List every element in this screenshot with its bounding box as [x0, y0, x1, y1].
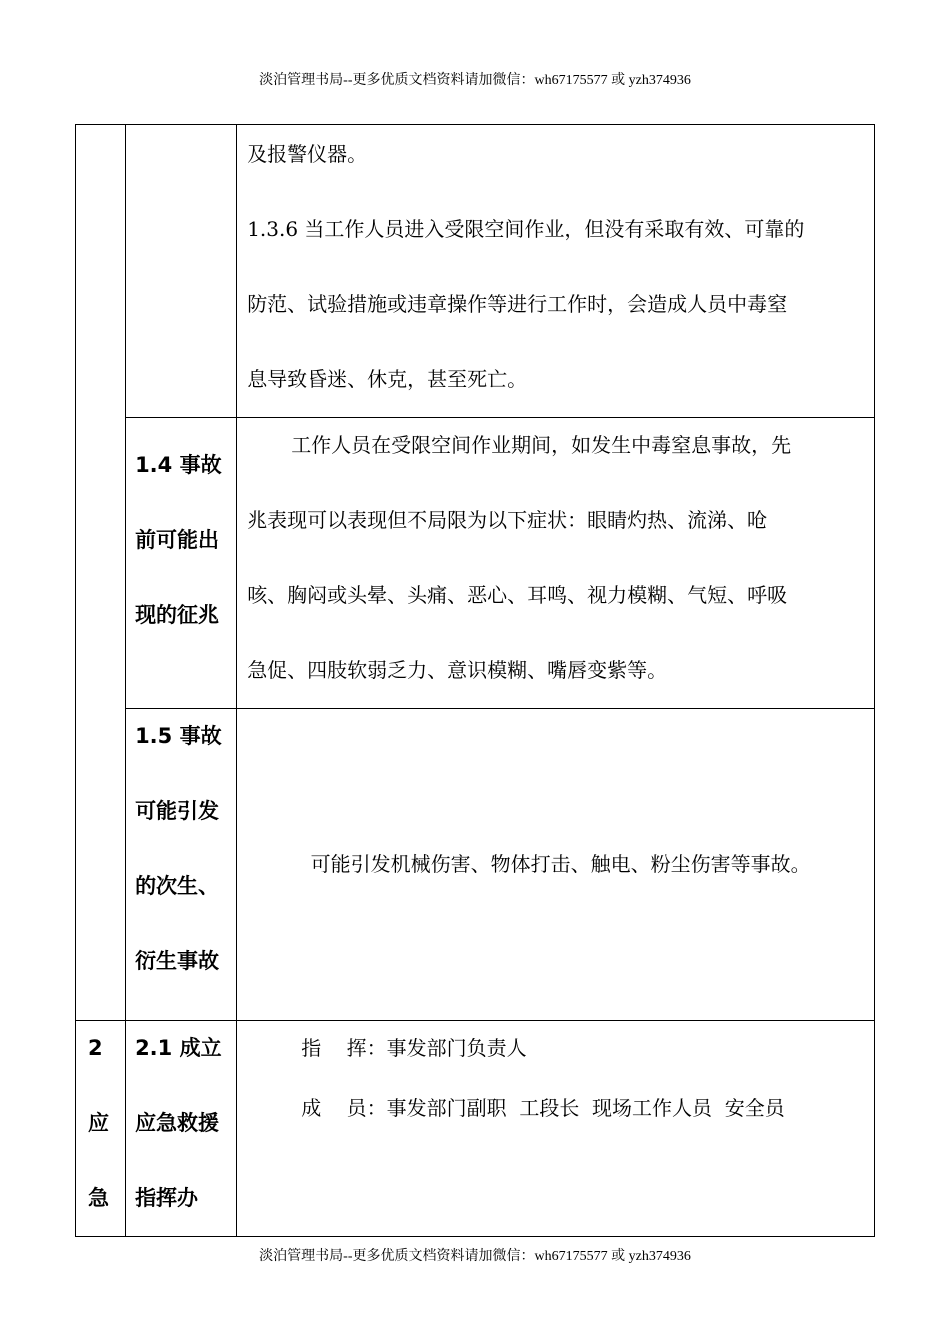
label-line: 1.4 事故: [135, 453, 222, 477]
row-label: [126, 709, 237, 1021]
label-line: 应急救援: [135, 1111, 220, 1135]
content-cell: [237, 709, 875, 1021]
section-cell: [76, 1021, 126, 1237]
table-row: [76, 418, 875, 709]
content-line: 兆表现可以表现但不局限为以下症状：眼睛灼热、流涕、呛: [247, 508, 768, 532]
table-row: [76, 709, 875, 1021]
section-cell-empty: [76, 125, 126, 1021]
content-line: 工作人员在受限空间作业期间，如发生中毒窒息事故，先: [291, 433, 792, 457]
label-line: 指挥办: [135, 1186, 199, 1210]
content-cell: [237, 125, 875, 418]
emergency-plan-table: [75, 124, 875, 1237]
content-line: 急促、四肢软弱乏力、意识模糊、嘴唇变紫等。: [247, 658, 668, 682]
label-line: 现的征兆: [135, 603, 220, 627]
content-cell: [237, 1021, 875, 1237]
table-row: [76, 125, 875, 418]
content-line: 息导致昏迷、休克，甚至死亡。: [247, 367, 528, 391]
label-cell-empty: [126, 125, 237, 418]
content-cell: [237, 418, 875, 709]
label-line: 衍生事故: [135, 949, 220, 973]
table-row: [76, 1021, 875, 1237]
commander-line: 指 挥：事发部门负责人: [301, 1036, 527, 1060]
label-line: 的次生、: [135, 874, 220, 898]
label-line: 前可能出: [135, 528, 220, 552]
content-line: 咳、胸闷或头晕、头痛、恶心、耳鸣、视力模糊、气短、呼吸: [247, 583, 788, 607]
members-line: 成 员：事发部门副职 工段长 现场工作人员 安全员: [301, 1096, 785, 1120]
row-label: [126, 418, 237, 709]
content-line: 防范、试验措施或违章操作等进行工作时，会造成人员中毒窒: [247, 292, 788, 316]
row-label: [126, 1021, 237, 1237]
page-header: 淡泊管理书局--更多优质文档资料请加微信：wh67175577 或 yzh374936: [259, 73, 691, 88]
section-line: 2: [88, 1036, 103, 1060]
section-line: 急: [88, 1186, 109, 1210]
label-line: 可能引发: [135, 799, 220, 823]
label-line: 1.5 事故: [135, 724, 222, 748]
content-line: 及报警仪器。: [247, 142, 368, 166]
content-line: 1.3.6 当工作人员进入受限空间作业，但没有采取有效、可靠的: [247, 217, 805, 241]
page-footer: 淡泊管理书局--更多优质文档资料请加微信：wh67175577 或 yzh374936: [259, 1249, 691, 1264]
label-line: 2.1 成立: [135, 1036, 222, 1060]
section-line: 应: [88, 1111, 109, 1135]
content-line: 可能引发机械伤害、物体打击、触电、粉尘伤害等事故。: [310, 852, 811, 876]
